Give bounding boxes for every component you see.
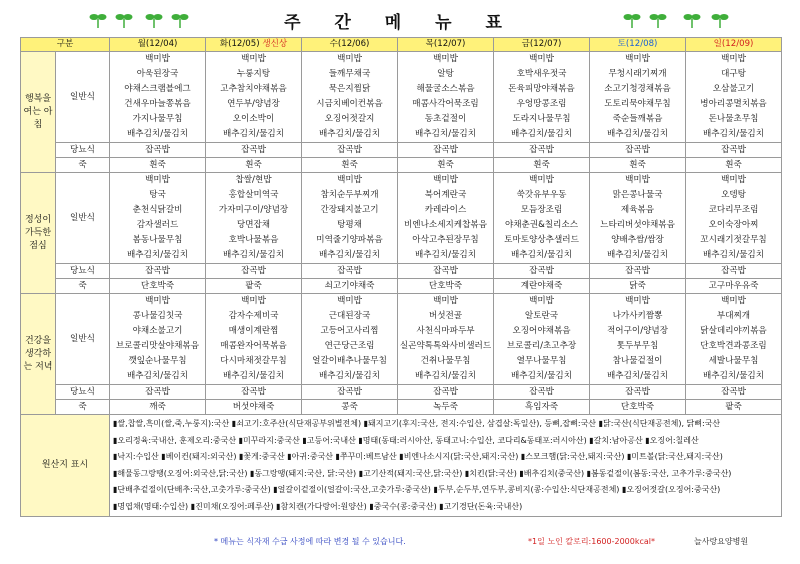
menu-item: 모듬장조림 — [520, 205, 563, 215]
menu-item: 느타리버섯야채볶음 — [600, 220, 675, 230]
origin-line: ▮오리정육:국내산, 훈제오리:중국산 ▮미꾸라지:중국산 ▮고등어:국내산 ▮명태(동태:러시아산, 동태고니:수입산, 코다리&동태포:러시아산) ▮갈치:남아공산 ▮오징어:칠레산 — [113, 435, 699, 445]
menu-item: 토마토양상추샐러드 — [504, 235, 579, 245]
menu-item: 백미밥 — [337, 296, 362, 306]
menu-cell — [686, 173, 782, 264]
menu-item: 고추참치야채볶음 — [220, 84, 287, 94]
porridge-cell: 팥죽 — [206, 279, 302, 294]
menu-item: 오이소박이 — [232, 114, 275, 124]
menu-item: 매콤사각어묵조림 — [412, 99, 479, 109]
menu-item: 매생이계란찜 — [228, 326, 279, 336]
menu-item: 돈육피망야채볶음 — [508, 84, 575, 94]
origin-text — [110, 415, 782, 517]
diabetic-cell: 잡곡밥 — [398, 264, 494, 279]
diabetic-cell: 잡곡밥 — [110, 385, 206, 400]
meal-general-row — [21, 52, 782, 143]
menu-item: 백미밥 — [721, 175, 746, 185]
menu-item: 탕평채 — [337, 220, 362, 230]
porridge-cell: 콩죽 — [302, 400, 398, 415]
porridge-cell: 흰죽 — [398, 158, 494, 173]
porridge-cell: 팥죽 — [686, 400, 782, 415]
menu-item: 배추김치/물김치 — [127, 250, 189, 260]
menu-item: 홍합살미역국 — [228, 190, 279, 200]
menu-item: 코다리무조림 — [708, 205, 759, 215]
menu-item: 백미밥 — [337, 175, 362, 185]
porridge-cell: 단호박죽 — [590, 400, 686, 415]
menu-cell — [206, 294, 302, 385]
menu-cell — [206, 52, 302, 143]
meal-general-row — [21, 294, 782, 385]
porridge-cell: 흑임자죽 — [494, 400, 590, 415]
menu-cell — [494, 52, 590, 143]
menu-item: 배추김치/물김치 — [703, 129, 765, 139]
menu-cell — [398, 294, 494, 385]
menu-item: 실곤약톡톡와사비샐러드 — [399, 341, 492, 351]
menu-item: 배추김치/물김치 — [319, 371, 381, 381]
menu-item: 배추김치/물김치 — [319, 250, 381, 260]
menu-item: 백미밥 — [433, 296, 458, 306]
general-label: 일반식 — [56, 173, 110, 264]
porridge-label: 죽 — [56, 400, 110, 415]
menu-cell — [590, 52, 686, 143]
menu-item: 부대찌개 — [716, 311, 751, 321]
menu-item: 세발나물무침 — [708, 356, 759, 366]
menu-item: 호박새우젓국 — [516, 69, 567, 79]
menu-item: 배추김치/물김치 — [415, 129, 477, 139]
diabetic-cell: 잡곡밥 — [110, 264, 206, 279]
porridge-cell: 고구마우유죽 — [686, 279, 782, 294]
menu-item: 백미밥 — [433, 54, 458, 64]
menu-item: 죽순들깨볶음 — [612, 114, 663, 124]
menu-cell — [494, 173, 590, 264]
diabetic-cell: 잡곡밥 — [590, 143, 686, 158]
menu-cell — [302, 173, 398, 264]
menu-cell — [398, 52, 494, 143]
menu-item: 백미밥 — [241, 296, 266, 306]
meal-name: 정성이 가득한 점심 — [21, 173, 56, 294]
menu-item: 도라지나물무침 — [512, 114, 571, 124]
porridge-label: 죽 — [56, 158, 110, 173]
porridge-cell: 계란야채죽 — [494, 279, 590, 294]
weekly-menu-table — [20, 37, 782, 517]
menu-item: 미역줄기양파볶음 — [316, 235, 383, 245]
diabetic-cell: 잡곡밥 — [494, 143, 590, 158]
menu-item: 배추김치/물김치 — [511, 371, 573, 381]
menu-item: 당면잡채 — [236, 220, 271, 230]
origin-line: ▮단배추겉절이(단배추:국산,고춧가루:중국산) ▮얼갈이겉절이(얼갈이:국산,고춧가루:중국산) ▮두부,순두부,연두부,콩비지(콩:수입산:식단재공전체) ▮오징어젓갈(오징어:중국산) — [113, 485, 721, 494]
header-day-fri: 금(12/07) — [494, 38, 590, 52]
menu-item: 감자수제비국 — [228, 311, 279, 321]
header-day-thu: 목(12/07) — [398, 38, 494, 52]
diabetic-label: 당뇨식 — [56, 143, 110, 158]
diabetic-label: 당뇨식 — [56, 264, 110, 279]
menu-item: 도토리묵야채무침 — [604, 99, 671, 109]
menu-item: 가자미구이/양념장 — [218, 205, 289, 215]
origin-label: 원산지 표시 — [21, 415, 110, 517]
page-title: 주 간 메 뉴 표 — [284, 13, 516, 33]
porridge-cell: 닭죽 — [590, 279, 686, 294]
diabetic-cell: 잡곡밥 — [206, 143, 302, 158]
menu-item: 백미밥 — [241, 54, 266, 64]
porridge-row — [21, 158, 782, 173]
menu-item: 백미밥 — [529, 296, 554, 306]
menu-item: 카레라이스 — [424, 205, 467, 215]
menu-item: 오징어젓갈지 — [324, 114, 375, 124]
menu-item: 호박나물볶음 — [228, 235, 279, 245]
menu-item: 매콤완자어묵볶음 — [220, 341, 287, 351]
menu-item: 적어구이/양념장 — [607, 326, 669, 336]
menu-item: 배추김치/물김치 — [415, 371, 477, 381]
diabetic-cell: 잡곡밥 — [494, 264, 590, 279]
menu-item: 깻잎순나물무침 — [128, 356, 187, 366]
menu-cell — [302, 294, 398, 385]
menu-item: 비엔나소세지케찹볶음 — [404, 220, 488, 230]
menu-cell — [590, 173, 686, 264]
menu-item: 해물굴소스볶음 — [416, 84, 475, 94]
porridge-cell: 흰죽 — [590, 158, 686, 173]
menu-item: 백미밥 — [529, 175, 554, 185]
diabetic-cell: 잡곡밥 — [110, 143, 206, 158]
menu-item: 백미밥 — [625, 296, 650, 306]
menu-item: 백미밥 — [625, 54, 650, 64]
porridge-label: 죽 — [56, 279, 110, 294]
menu-item: 배추김치/물김치 — [223, 250, 285, 260]
menu-item: 백미밥 — [145, 296, 170, 306]
menu-item: 참치순두부찌개 — [320, 190, 379, 200]
header-row — [21, 38, 782, 52]
menu-item: 들깨무채국 — [328, 69, 371, 79]
sprout-icon — [620, 10, 740, 30]
menu-item: 무청시래기찌개 — [608, 69, 667, 79]
menu-item: 야채스크램블에그 — [124, 84, 191, 94]
menu-item: 브로콜리/초고추장 — [506, 341, 577, 351]
menu-cell — [110, 173, 206, 264]
menu-item: 배추김치/물김치 — [415, 250, 477, 260]
sprout-decoration-right — [620, 10, 740, 30]
menu-item: 건새우마늘쫑볶음 — [124, 99, 191, 109]
menu-item: 배추김치/물김치 — [607, 129, 669, 139]
diabetic-cell: 잡곡밥 — [686, 385, 782, 400]
porridge-cell: 흰죽 — [110, 158, 206, 173]
birthday-note: 생신상 — [262, 39, 288, 49]
header-day-mon: 월(12/04) — [110, 38, 206, 52]
menu-item: 배추김치/물김치 — [127, 371, 189, 381]
diabetic-cell: 잡곡밥 — [590, 264, 686, 279]
menu-item: 돈나물초무침 — [708, 114, 759, 124]
menu-item: 시금치베이컨볶음 — [316, 99, 383, 109]
header-day-sat: 토(12/08) — [590, 38, 686, 52]
meal-general-row — [21, 173, 782, 264]
diabetic-label: 당뇨식 — [56, 385, 110, 400]
title-bar — [0, 0, 800, 36]
menu-item: 소고기청경채볶음 — [604, 84, 671, 94]
diabetic-row — [21, 143, 782, 158]
menu-item: 알탕 — [437, 69, 454, 79]
diabetic-row — [21, 264, 782, 279]
menu-item: 배추김치/물김치 — [607, 250, 669, 260]
menu-item: 감자샐러드 — [136, 220, 179, 230]
menu-item: 배추김치/물김치 — [703, 371, 765, 381]
menu-item: 닭살데리야끼볶음 — [700, 326, 767, 336]
diabetic-cell: 잡곡밥 — [398, 143, 494, 158]
porridge-cell: 흰죽 — [686, 158, 782, 173]
menu-item: 백미밥 — [433, 175, 458, 185]
menu-item: 병아리콩멸치볶음 — [700, 99, 767, 109]
diabetic-cell: 잡곡밥 — [302, 264, 398, 279]
menu-item: 누룽지탕 — [236, 69, 271, 79]
porridge-cell: 흰죽 — [494, 158, 590, 173]
menu-item: 우엉땅콩조림 — [516, 99, 567, 109]
porridge-row — [21, 279, 782, 294]
menu-item: 탕국 — [149, 190, 166, 200]
menu-cell — [302, 52, 398, 143]
menu-item: 사천식마파두부 — [416, 326, 475, 336]
menu-item: 나가사키짬뽕 — [612, 311, 663, 321]
menu-item: 가지나물무침 — [132, 114, 183, 124]
diabetic-cell: 잡곡밥 — [206, 264, 302, 279]
menu-item: 고등어고사리찜 — [320, 326, 379, 336]
menu-item: 배추김치/물김치 — [607, 371, 669, 381]
menu-cell — [110, 294, 206, 385]
menu-item: 아삭고추된장무침 — [412, 235, 479, 245]
diabetic-cell: 잡곡밥 — [686, 143, 782, 158]
menu-item: 배추김치/물김치 — [127, 129, 189, 139]
diabetic-cell: 잡곡밥 — [302, 143, 398, 158]
origin-line: ▮해물동그랑땡(오징어:외국산,닭:국산) ▮동그랑땡(돼지:국산, 닭:국산) ▮고기산적(돼지:국산,닭:국산) ▮치킨(닭:국산) ▮배추김치(중국산) ▮봄동겉절이(봄동:국산, 고추가루:중국산) — [113, 468, 732, 478]
menu-item: 춘천식닭갈비 — [132, 205, 183, 215]
diabetic-cell: 잡곡밥 — [494, 385, 590, 400]
menu-item: 톳두부무침 — [616, 341, 659, 351]
menu-item: 아욱된장국 — [136, 69, 179, 79]
menu-item: 양배추쌈/쌈장 — [611, 235, 664, 245]
menu-item: 참나물겉절이 — [612, 356, 663, 366]
header-day-wed: 수(12/06) — [302, 38, 398, 52]
diabetic-cell: 잡곡밥 — [686, 264, 782, 279]
menu-item: 연근당근조림 — [324, 341, 375, 351]
menu-cell — [494, 294, 590, 385]
origin-row — [21, 415, 782, 517]
menu-item: 오이숙장아찌 — [708, 220, 759, 230]
menu-item: 배추김치/물김치 — [319, 129, 381, 139]
diabetic-row — [21, 385, 782, 400]
porridge-cell: 흰죽 — [302, 158, 398, 173]
menu-item: 배추김치/물김치 — [703, 250, 765, 260]
menu-item: 백미밥 — [625, 175, 650, 185]
porridge-cell: 단호박죽 — [398, 279, 494, 294]
menu-item: 제육볶음 — [620, 205, 655, 215]
menu-item: 열무나물무침 — [516, 356, 567, 366]
menu-item: 동초겉절이 — [424, 114, 467, 124]
menu-item: 대구탕 — [721, 69, 746, 79]
origin-line: ▮쌀,찹쌀,흑미(쌀,죽,누룽지):국산 ▮쇠고기:호주산(식단재공부위별전체) ▮돼지고기(후지:국산, 전지:수입산, 삼겹살:독일산), 등뼈,잡뼈:국산 ▮닭:국산(식단재공전체), 닭뼈:국산 — [113, 419, 721, 428]
menu-item: 간장돼지불고기 — [320, 205, 379, 215]
menu-item: 근대된장국 — [328, 311, 371, 321]
menu-item: 봄동나물무침 — [132, 235, 183, 245]
menu-item: 배추김치/물김치 — [511, 129, 573, 139]
origin-line: ▮명엽채(명태:수입산) ▮진미채(오징어:페루산) ▮참치캔(가다랑어:원양산) ▮중국수(콩:중국산) ▮고기경단(돈육:국내산) — [113, 501, 523, 511]
header-day-sun: 일(12/09) — [686, 38, 782, 52]
menu-item: 야채춘권&칠리소스 — [504, 220, 579, 230]
menu-item: 연두부/양념장 — [227, 99, 280, 109]
menu-item: 버섯전골 — [428, 311, 463, 321]
porridge-cell: 흰죽 — [206, 158, 302, 173]
porridge-cell: 단호박죽 — [110, 279, 206, 294]
diabetic-cell: 잡곡밥 — [398, 385, 494, 400]
menu-item: 묵은지찜닭 — [328, 84, 371, 94]
menu-item: 백미밥 — [145, 54, 170, 64]
menu-item: 쑥갓유부우동 — [516, 190, 567, 200]
porridge-row — [21, 400, 782, 415]
menu-item: 백미밥 — [721, 54, 746, 64]
diabetic-cell: 잡곡밥 — [590, 385, 686, 400]
footer-calorie: *1일 노인 칼로리:1600-2000kcal* — [528, 537, 656, 546]
menu-item: 다시마채젓갈무침 — [220, 356, 287, 366]
menu-item: 건취나물무침 — [420, 356, 471, 366]
menu-item: 배추김치/물김치 — [223, 371, 285, 381]
menu-cell — [686, 294, 782, 385]
menu-cell — [398, 173, 494, 264]
menu-cell — [206, 173, 302, 264]
menu-item: 오뎅탕 — [721, 190, 746, 200]
menu-item: 얼갈이배추나물무침 — [312, 356, 387, 366]
menu-item: 배추김치/물김치 — [223, 129, 285, 139]
menu-item: 백미밥 — [337, 54, 362, 64]
menu-cell — [110, 52, 206, 143]
footer-facility: 늘사랑요양병원 — [694, 537, 749, 546]
porridge-cell: 쇠고기야채죽 — [302, 279, 398, 294]
porridge-cell: 녹두죽 — [398, 400, 494, 415]
menu-cell — [686, 52, 782, 143]
menu-item: 오징어야채볶음 — [512, 326, 571, 336]
menu-item: 북어계란국 — [424, 190, 467, 200]
meal-name: 행복을 여는 아침 — [21, 52, 56, 173]
menu-item: 찹쌀/현밥 — [235, 175, 272, 185]
header-label: 구분 — [21, 38, 110, 52]
menu-item: 단호박견과콩조림 — [700, 341, 767, 351]
menu-item: 백미밥 — [721, 296, 746, 306]
origin-line: ▮낙지:수입산 ▮베이컨(돼지:외국산) ▮꽃게:중국산 ▮아귀:중국산 ▮쭈꾸미:베트남산 ▮비엔나소시지(닭:국산,돼지:국산) ▮스모크햄(닭:국산,돼지:국산) ▮미트볼(닭:국산,돼지:국산) — [113, 452, 723, 461]
menu-item: 배추김치/물김치 — [511, 250, 573, 260]
meal-name: 건강을 생각하는 저녁 — [21, 294, 56, 415]
menu-item: 백미밥 — [145, 175, 170, 185]
diabetic-cell: 잡곡밥 — [302, 385, 398, 400]
menu-item: 콩나물김칫국 — [132, 311, 183, 321]
menu-item: 맑은콩나물국 — [612, 190, 663, 200]
header-day-tue: 화(12/05) 생신상 — [206, 38, 302, 52]
porridge-cell: 버섯야채죽 — [206, 400, 302, 415]
menu-item: 야채소불고기 — [132, 326, 183, 336]
menu-item: 알토란국 — [524, 311, 559, 321]
menu-item: 브로콜리맛살야채볶음 — [116, 341, 200, 351]
general-label: 일반식 — [56, 294, 110, 385]
menu-cell — [590, 294, 686, 385]
menu-item: 백미밥 — [529, 54, 554, 64]
menu-item: 오삼불고기 — [712, 84, 755, 94]
diabetic-cell: 잡곡밥 — [206, 385, 302, 400]
footer-note: * 메뉴는 식자재 수급 사정에 따라 변경 될 수 있습니다. — [214, 537, 406, 546]
general-label: 일반식 — [56, 52, 110, 143]
porridge-cell: 깨죽 — [110, 400, 206, 415]
menu-item: 꼬시래기젓갈무침 — [700, 235, 767, 245]
